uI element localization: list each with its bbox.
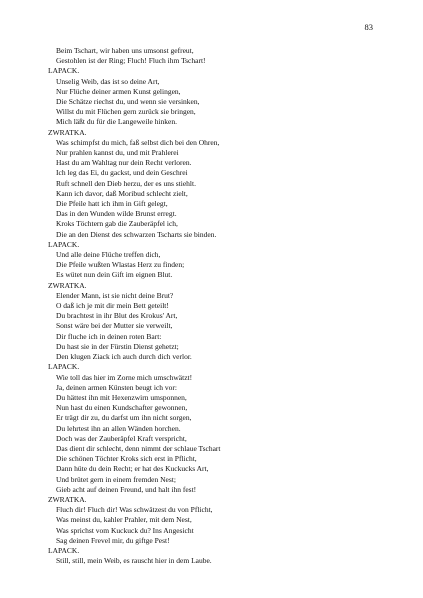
verse-line: Du hast sie in der Fürstin Dienst gehetzt;: [56, 341, 179, 351]
verse-line: Was schimpfst du mich, faß selbst dich bei den Ohren,: [56, 137, 220, 147]
verse-line: Er trägt dir zu, du darfst um ihn nicht sorgen,: [56, 413, 192, 423]
page-number: 83: [364, 22, 373, 32]
verse-line: Ja, deinen armen Künsten beugt ich vor:: [56, 382, 178, 392]
verse-line: Nun hast du einen Kundschafter gewonnen,: [56, 403, 188, 413]
speaker-name: LAPACK.: [48, 545, 80, 555]
verse-line: Hast du am Wahltag nur dein Recht verloren.: [56, 158, 192, 168]
verse-line: Und alle deine Flüche treffen dich,: [56, 250, 161, 260]
verse-line: Elender Mann, ist sie nicht deine Brut?: [56, 290, 174, 300]
verse-line: Die an den Dienst des schwarzen Tscharts sie binden.: [56, 229, 217, 239]
speaker-name: ZWRATKA.: [48, 494, 87, 504]
play-text: [48, 46, 388, 566]
verse-line: Kroks Töchtern gab die Zauberäpfel ich,: [56, 219, 178, 229]
verse-line: Wie toll das hier im Zorne mich umschwätzt!: [56, 372, 193, 382]
verse-line: Willst du mit Flüchen gern zurück sie bringen,: [56, 107, 196, 117]
verse-line: Nur prahlen kannst du, und mit Prahlerei: [56, 148, 179, 158]
verse-line: Sag deinen Frevel mir, du giftge Pest!: [56, 535, 170, 545]
verse-line: Gestohlen ist der Ring; Fluch! Fluch ihm Tschart!: [56, 56, 206, 66]
verse-line: Doch was der Zauberäpfel Kraft verspricht,: [56, 433, 187, 443]
verse-line: Das in den Wunden wilde Brunst erregt.: [56, 209, 177, 219]
verse-line: Dann hüte du dein Recht; er hat des Kuckucks Art,: [56, 464, 209, 474]
verse-line: Es wütet nun dein Gift im eignen Blut.: [56, 270, 173, 280]
verse-line: Was sprichst vom Kuckuck du? Ins Angesicht: [56, 525, 194, 535]
verse-line: Still, still, mein Weib, es rauscht hier in dem Laube.: [56, 556, 212, 566]
verse-line: Die schönen Töchter Kroks sich erst in Pflicht,: [56, 454, 197, 464]
verse-line: Mich läßt du für die Langeweile hinken.: [56, 117, 178, 127]
verse-line: Gieb acht auf deinen Freund, und halt ihn fest!: [56, 484, 197, 494]
speaker-name: LAPACK.: [48, 239, 80, 249]
verse-line: Fluch dir! Fluch dir! Was schwätzest du von Pflicht,: [56, 505, 213, 515]
verse-line: Die Pfeile wußten Wlastas Herz zu finden;: [56, 260, 185, 270]
verse-line: O daß ich je mit dir mein Bett geteilt!: [56, 301, 169, 311]
verse-line: Was meinst du, kahler Prahler, mit dem Nest,: [56, 515, 192, 525]
verse-line: Du lehrtest ihn an allen Wänden horchen.: [56, 423, 181, 433]
speaker-name: ZWRATKA.: [48, 127, 87, 137]
verse-line: Ruft schnell den Dieb herzu, der es uns stiehlt.: [56, 178, 196, 188]
verse-line: Sonst wäre bei der Mutter sie verweilt,: [56, 321, 173, 331]
speaker-name: LAPACK.: [48, 66, 80, 76]
speaker-name: LAPACK.: [48, 362, 80, 372]
verse-line: Den klugen Ziack ich auch durch dich verlor.: [56, 352, 192, 362]
verse-line: Du brachtest in ihr Blut des Krokus' Art,: [56, 311, 178, 321]
verse-line: Unselig Weib, das ist so deine Art,: [56, 76, 160, 86]
verse-line: Du hättest ihn mit Hexenzwirn umsponnen,: [56, 392, 187, 402]
verse-line: Das dient dir schlecht, denn nimmt der schlaue Tschart: [56, 443, 221, 453]
verse-line: Die Schätze riechst du, und wenn sie versinken,: [56, 97, 200, 107]
verse-line: Nur Flüche deiner armen Kunst gelingen,: [56, 86, 181, 96]
verse-line: Die Pfeile hatt ich ihm in Gift gelegt,: [56, 199, 168, 209]
verse-line: Und brütet gern in einem fremden Nest;: [56, 474, 176, 484]
verse-line: Ich leg das Ei, du gackst, und dein Geschrei: [56, 168, 188, 178]
verse-line: Beim Tschart, wir haben uns umsonst gefreut,: [56, 46, 194, 55]
verse-line: Dir fluche ich in deinen roten Bart:: [56, 331, 162, 341]
verse-line: Kann ich davor, daß Moribud schlecht zielt,: [56, 188, 188, 198]
speaker-name: ZWRATKA.: [48, 280, 87, 290]
